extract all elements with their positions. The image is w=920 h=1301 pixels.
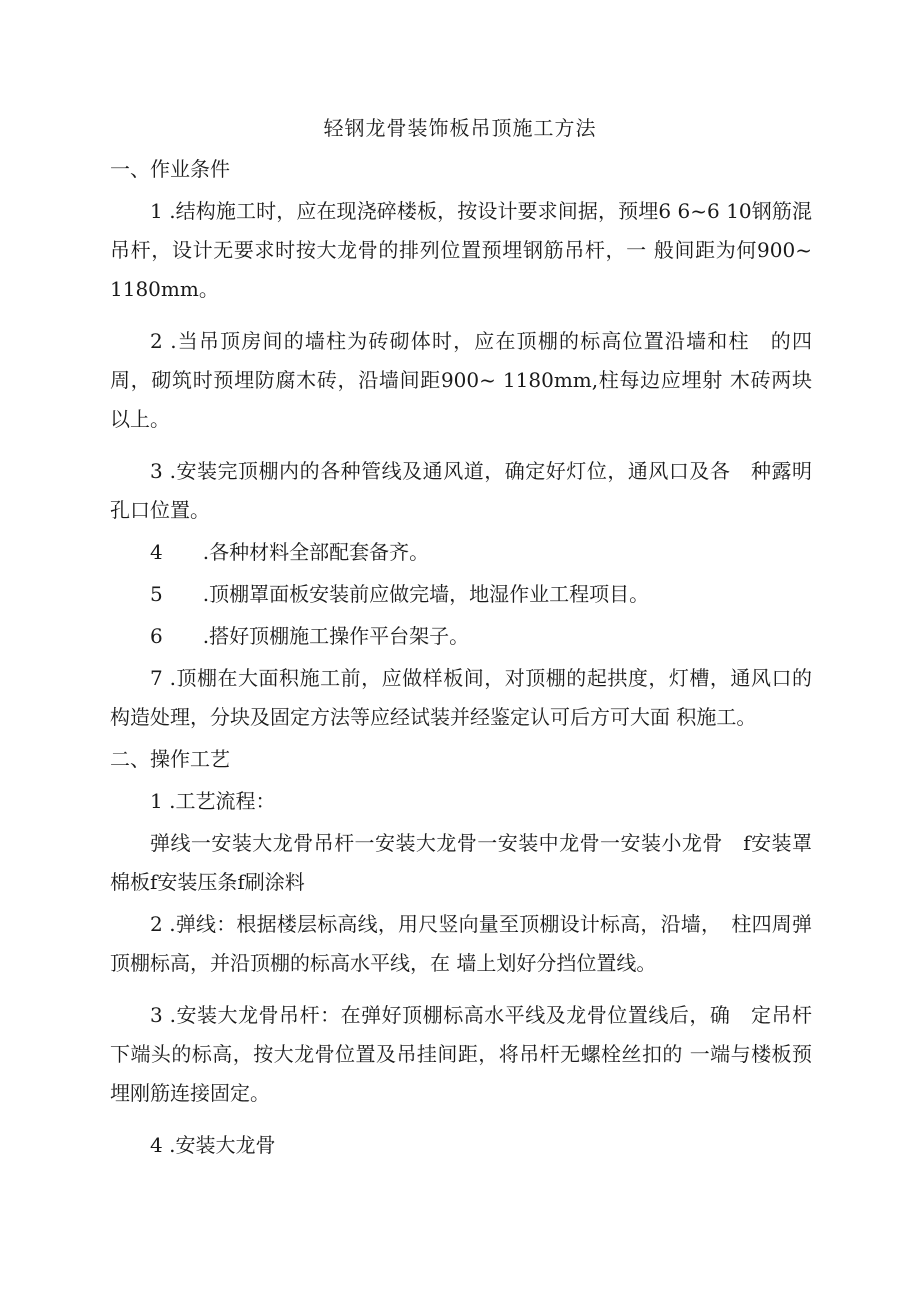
- document-body: [110, 150, 812, 1165]
- paragraph: 4 .各种材料全部配套备齐。: [150, 540, 430, 564]
- paragraph: 弹线一安装大龙骨吊杆一安装大龙骨一安装中龙骨一安装小龙骨 f安装罩棉板f安装压条f刷涂料: [110, 831, 812, 894]
- paragraph: 7 .顶棚在大面积施工前，应做样板间，对顶棚的起拱度，灯槽，通风口的构造处理，分块及固定方法等应经试装并经鉴定认可后方可大面 积施工。: [110, 666, 812, 729]
- paragraph: 1 .结构施工时，应在现浇碎楼板，按设计要求间据，预埋6 6~6 10钢筋混吊杆，设计无要求时按大龙骨的排列位置预埋钢筋吊杆，一 般间距为何900~ 1180mm。: [110, 199, 812, 301]
- paragraph: 3 .安装大龙骨吊杆：在弹好顶棚标高水平线及龙骨位置线后，确 定吊杆下端头的标高，按大龙骨位置及吊挂间距，将吊杆无螺栓丝扣的 一端与楼板预埋刚筋连接固定。: [110, 1003, 812, 1105]
- paragraph: 2 .当吊顶房间的墙柱为砖砌体时，应在顶棚的标高位置沿墙和柱 的四周，砌筑时预埋防腐木砖，沿墙间距900~ 1180mm,柱每边应埋射 木砖两块以上。: [110, 329, 812, 431]
- paragraph: 3 .安装完顶棚内的各种管线及通风道，确定好灯位，通风口及各 种露明孔口位置。: [110, 459, 812, 522]
- paragraph: 1 .工艺流程：: [150, 789, 276, 813]
- paragraph: 6 .搭好顶棚施工操作平台架子。: [150, 624, 470, 648]
- section-heading-operation-process: 二、操作工艺: [110, 747, 230, 771]
- document-title: 轻钢龙骨装饰板吊顶施工方法: [323, 116, 597, 140]
- paragraph: 2 .弹线：根据楼层标高线，用尺竖向量至顶棚设计标高，沿墙， 柱四周弹顶棚标高，并沿顶棚的标高水平线，在 墙上划好分挡位置线。: [110, 912, 812, 975]
- section-heading-work-conditions: 一、作业条件: [110, 157, 230, 181]
- paragraph: 5 .顶棚罩面板安装前应做完墙，地湿作业工程项目。: [150, 582, 650, 606]
- paragraph: 4 .安装大龙骨: [150, 1133, 276, 1157]
